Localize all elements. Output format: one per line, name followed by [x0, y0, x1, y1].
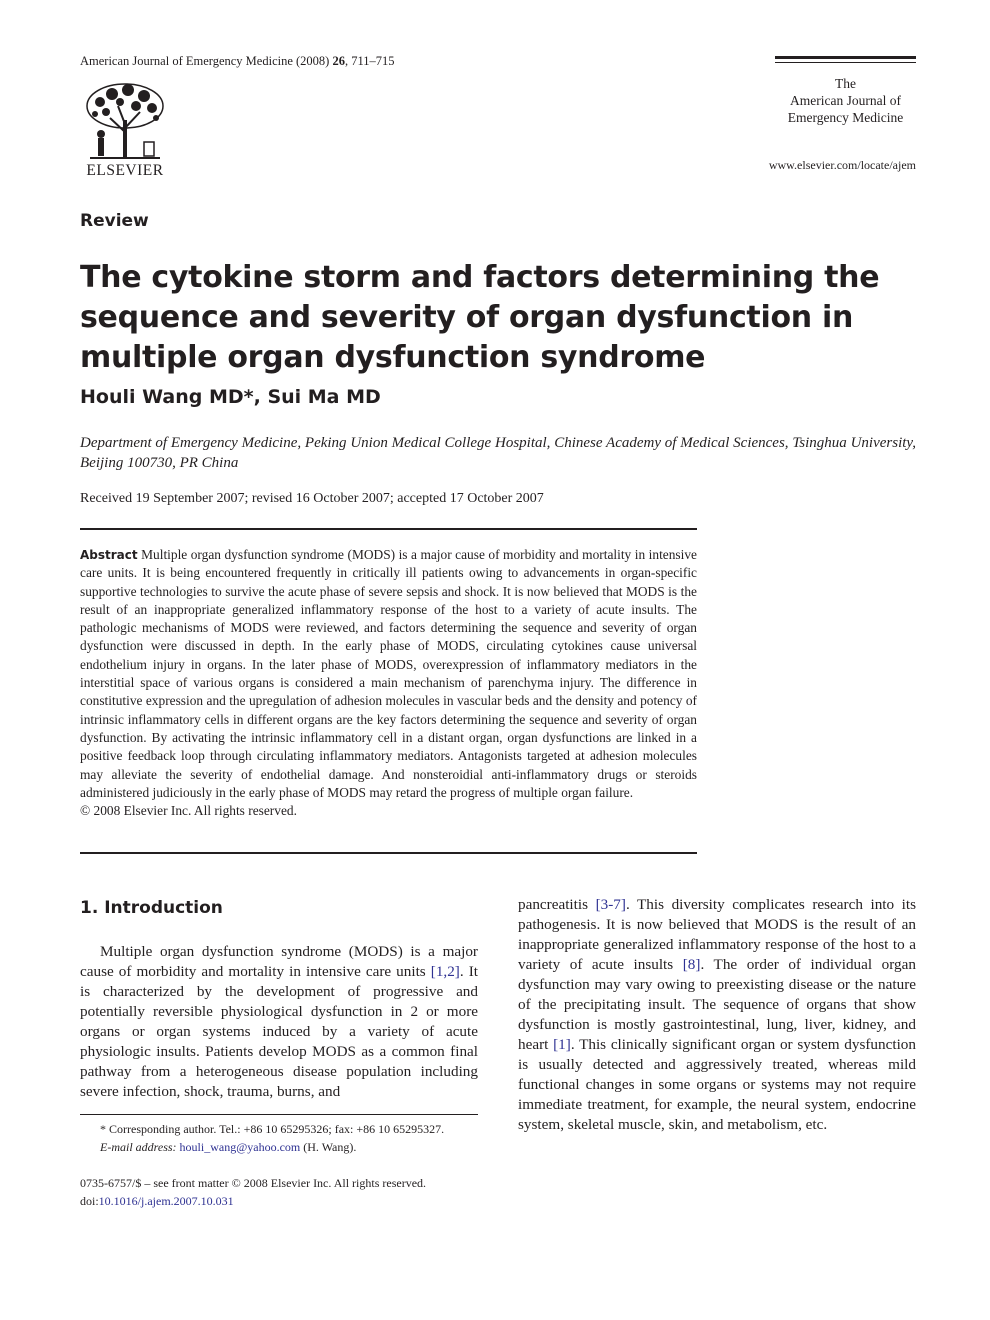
abstract-bottom-rule [80, 852, 697, 854]
email-link[interactable]: houli_wang@yahoo.com [179, 1140, 301, 1154]
journal-masthead [775, 56, 916, 126]
abstract [80, 546, 697, 820]
email-note: E-mail address: houli_wang@yahoo.com (H. Wang). [100, 1140, 357, 1154]
author-name: Houli Wang MD [80, 386, 244, 408]
elsevier-wordmark: ELSEVIER [86, 162, 164, 179]
elsevier-tree-icon [80, 80, 170, 160]
footnote [80, 1120, 478, 1156]
authors: Houli Wang MD*, Sui Ma MD [80, 386, 381, 408]
abstract-copyright: © 2008 Elsevier Inc. All rights reserved. [80, 803, 297, 819]
journal-citation: American Journal of Emergency Medicine (2008) 26, 711–715 [80, 54, 395, 68]
corresponding-mark[interactable]: * [243, 386, 254, 408]
author-name: Sui Ma MD [267, 386, 381, 408]
abstract-top-rule [80, 528, 697, 530]
masthead-rule-thin [775, 62, 916, 63]
section-label: Review [80, 211, 149, 231]
elsevier-logo [80, 80, 170, 180]
corresponding-note: * Corresponding author. Tel.: +86 10 65295326; fax: +86 10 65295327. [100, 1122, 445, 1136]
doi-link[interactable]: 10.1016/j.ajem.2007.10.031 [98, 1194, 234, 1208]
journal-name: American Journal of Emergency Medicine [80, 54, 293, 68]
citation-link[interactable]: [1] [553, 1036, 571, 1053]
citation-link[interactable]: [3-7] [595, 896, 626, 913]
doi-line: doi:10.1016/j.ajem.2007.10.031 [80, 1194, 234, 1208]
citation-link[interactable]: [8] [682, 956, 701, 973]
article-dates: Received 19 September 2007; revised 16 October 2007; accepted 17 October 2007 [80, 491, 544, 506]
body-column-left: Multiple organ dysfunction syndrome (MODS) is a major cause of morbidity and mortality in intensive care units [1,2]. It is characterized by the development of progressive and potentially reversible physiological dysfunction in 2 or more organs or organ systems induced by a variety of acute physiologic insults. Patients develop MODS as a common final pathway from a heterogeneous disease population including severe infection, shock, trauma, burns, and [80, 943, 478, 1100]
journal-pages: 711–715 [351, 54, 395, 68]
masthead-rule [775, 56, 916, 59]
abstract-text: Multiple organ dysfunction syndrome (MODS) is a major cause of morbidity and mortality in intensive care units. It is being encountered frequently in critically ill patients owing to advancements in organ-specific supportive technologies to survive the acute phase of severe sepsis and shock. It is now believed that MODS is the result of an inappropriate generalized inflammatory response of the host to a variety of acute insults. The pathologic mechanisms of MODS were reviewed, and factors determining the sequence and severity of organ dysfunction were discussed in depth. In the early phase of MODS, circulating cytokines cause universal endothelium injury in organs. In the later phase of MODS, overexpression of inflammatory mediators in the interstitial space of various organs is considered a main mechanism of parenchyma injury. The difference in constitutive expression and the upregulation of adhesion molecules in vascular beds and the density and potency of intrinsic inflammatory cells in different organs are the key factors determining the sequence and severity of organ dysfunction. By activating the intrinsic inflammatory cell in a distant organ, organ dysfunctions are linked in a positive feedback loop through circulating inflammatory mediators. Antagonists targeted at adhesion molecules may alleviate the severity of endothelial damage. And nonsteroidial anti-inflammatory drugs or steroids administered judiciously in the early phase of MODS may retard the progress of multiple organ failure. [80, 547, 697, 800]
abstract-label: Abstract [80, 548, 138, 562]
masthead-title: The American Journal of Emergency Medicine [787, 76, 904, 125]
email-label: E-mail address: [100, 1140, 177, 1154]
citation-link[interactable]: [1,2] [430, 963, 460, 980]
journal-year: (2008) [296, 54, 330, 68]
section-heading: 1. Introduction [80, 898, 223, 918]
body-column-right: pancreatitis [3-7]. This diversity complicates research into its pathogenesis. It is now believed that MODS is the result of an inappropriate generalized inflammatory response of the host to a variety of acute insults [8]. The order of individual organ dysfunction may vary owing to preexisting disease or the nature of the precipitating insult. The sequence of organs that show dysfunction is mostly gastrointestinal, lung, liver, kidney, and heart [1]. This clinically significant organ or system dysfunction is usually detected and aggressively treated, whereas mild functional changes in some organs or systems may not require immediate treatment, for example, the neural system, endocrine system, skeletal muscle, skin, and metabolism, etc. [518, 896, 917, 1133]
article-title: The cytokine storm and factors determining the sequence and severity of organ dysfunction in multiple organ dysfunction syndrome [80, 260, 880, 375]
footnote-rule [80, 1114, 478, 1115]
journal-url[interactable]: www.elsevier.com/locate/ajem [768, 158, 916, 172]
affiliation: Department of Emergency Medicine, Peking Union Medical College Hospital, Chinese Academy of Medical Sciences, Tsinghua University, Beijing 100730, PR China [80, 435, 916, 471]
issn-line: 0735-6757/$ – see front matter © 2008 Elsevier Inc. All rights reserved. [80, 1176, 427, 1190]
front-matter [80, 1174, 500, 1210]
journal-volume: 26 [332, 54, 345, 68]
